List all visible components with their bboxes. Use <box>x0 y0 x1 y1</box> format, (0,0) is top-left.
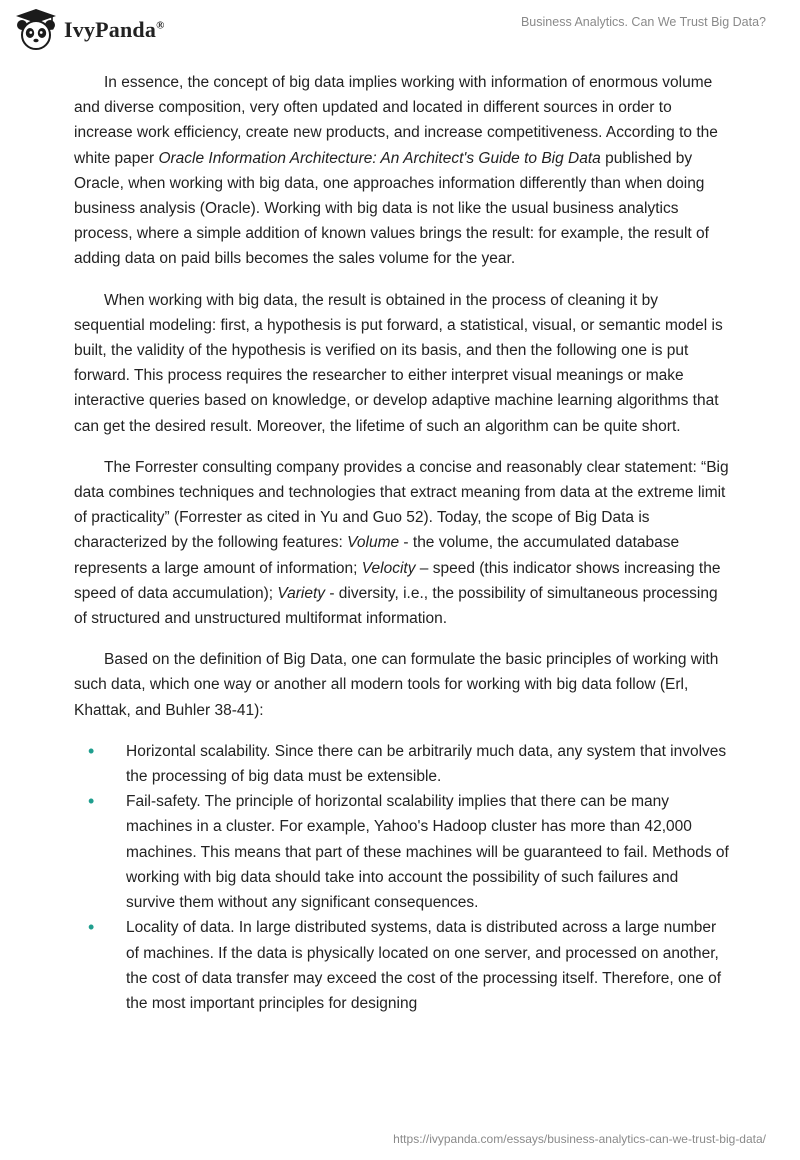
brand-logo[interactable] <box>14 8 165 52</box>
panda-mascot-icon <box>14 8 58 52</box>
paragraph: Based on the definition of Big Data, one can formulate the basic principles of working with such data, which one way or another all modern tools for working with big data follow (Erl, Khattak, and Buhler 38-41): <box>74 651 719 719</box>
brand-name: IvyPanda® <box>64 17 165 42</box>
paragraph: In essence, the concept of big data implies working with information of enormous volume and diverse composition, very often updated and located in different sources in order to increase work efficiency, create new products, and increase competitiveness. According to the white paper Oracle Information Architecture: An Architect's Guide to Big Data published by Oracle, when working with big data, one approaches information differently than when doing business analysis (Oracle). Working with big data is not like the usual business analytics process, where a simple addition of known values brings the result: for example, the result of adding data on paid bills becomes the sales volume for the year. <box>74 74 718 268</box>
footer-source-link[interactable]: https://ivypanda.com/essays/business-analytics-can-we-trust-big-data/ <box>393 1132 766 1146</box>
essay-body <box>74 70 730 1016</box>
page-header <box>0 0 800 70</box>
principles-list <box>74 739 730 1016</box>
list-item: • Locality of data. In large distributed systems, data is distributed across a large number of machines. If the data is physically located on one server, and processed on another, the cost of data transfer may exceed the cost of the processing itself. Therefore, one of the most important principles for designing <box>88 917 722 1012</box>
paragraph: When working with big data, the result is obtained in the process of cleaning it by sequential modeling: first, a hypothesis is put forward, a statistical, visual, or semantic model is built, the validity of the hypothesis is verified on its basis, and then the following one is put forward. This process requires the researcher to either interpret visual meanings or make interactive queries based on knowledge, or develop adaptive machine learning algorithms that can get the desired result. Moreover, the lifetime of such an algorithm can be quite short. <box>74 291 723 435</box>
bullet-icon: • <box>88 791 95 812</box>
bullet-icon: • <box>88 917 95 938</box>
paragraph: The Forrester consulting company provides a concise and reasonably clear statement: “Big data combines techniques and technologies that extract meaning from data at the extreme limit of practicality” (Forrester as cited in Yu and Guo 52). Today, the scope of Big Data is characterized by the following features: Volume - the volume, the accumulated database represents a large amount of information; Velocity – speed (this indicator shows increasing the speed of data accumulation); Variety - diversity, i.e., the possibility of simultaneous processing of structured and unstructured multiformat information. <box>74 458 729 628</box>
list-item: • Horizontal scalability. Since there can be arbitrarily much data, any system that involves the processing of big data must be extensible. <box>88 740 727 786</box>
running-title: Business Analytics. Can We Trust Big Data? <box>520 15 766 29</box>
list-item: • Fail-safety. The principle of horizontal scalability implies that there can be many machines in a cluster. For example, Yahoo's Hadoop cluster has more than 42,000 machines. This means that part of these machines will be guaranteed to fail. Methods of working with big data should take into account the possibility of such failures and survive them without any significant consequences. <box>88 791 729 912</box>
bullet-icon: • <box>88 740 95 761</box>
